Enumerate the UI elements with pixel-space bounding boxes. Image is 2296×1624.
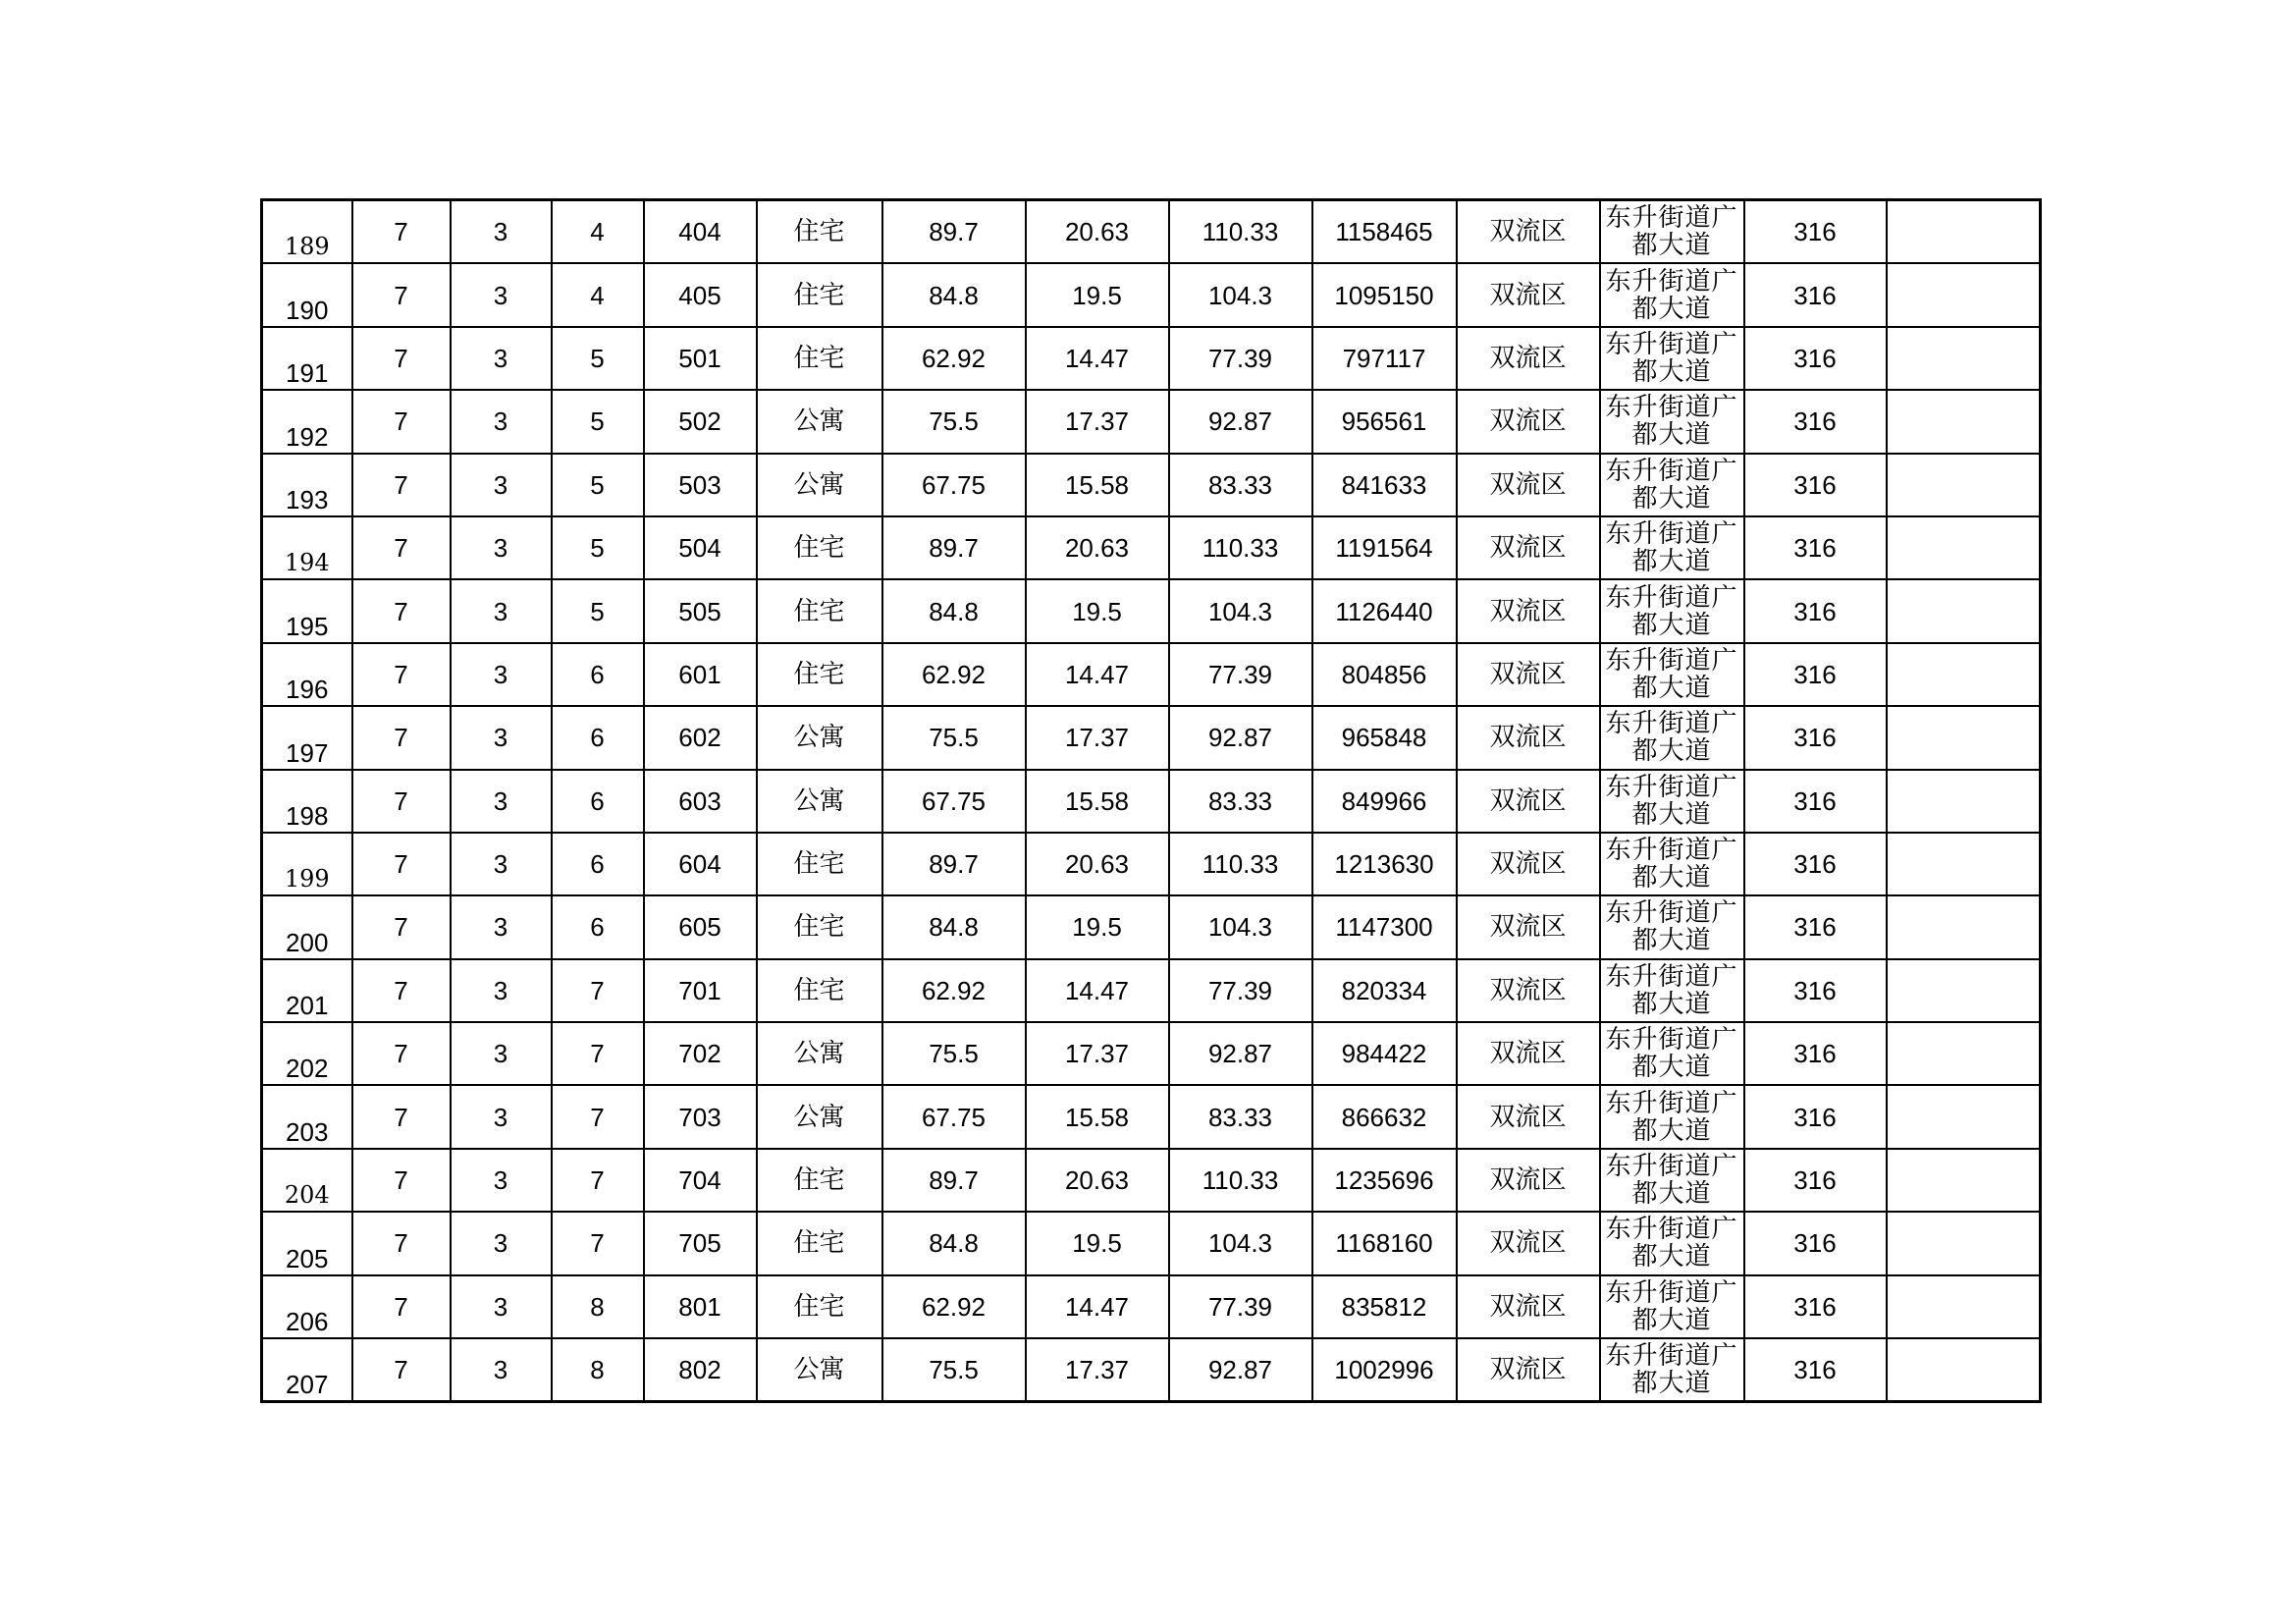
cell-floor-no: 7	[552, 959, 644, 1022]
cell-total-area: 77.39	[1169, 959, 1312, 1022]
table-row	[262, 516, 2041, 579]
cell-shared-area: 20.63	[1026, 516, 1169, 579]
cell-building-no: 7	[352, 706, 451, 769]
cell-room-no: 604	[644, 833, 757, 895]
cell-usage-type: 公寓	[757, 770, 882, 833]
cell-total-price: 1235696	[1312, 1149, 1457, 1212]
cell-total-price: 1147300	[1312, 895, 1457, 958]
cell-usage-type: 公寓	[757, 1085, 882, 1148]
cell-usage-type: 住宅	[757, 263, 882, 326]
cell-inner-area: 75.5	[882, 1338, 1026, 1402]
cell-shared-area: 19.5	[1026, 895, 1169, 958]
cell-room-no: 603	[644, 770, 757, 833]
cell-building-no: 7	[352, 516, 451, 579]
cell-building-no: 7	[352, 327, 451, 390]
cell-room-no: 702	[644, 1022, 757, 1085]
cell-total-area: 110.33	[1169, 833, 1312, 895]
cell-remarks	[1887, 959, 2041, 1022]
cell-room-no: 802	[644, 1338, 757, 1402]
cell-row-index: 206	[262, 1275, 352, 1338]
cell-inner-area: 89.7	[882, 516, 1026, 579]
cell-room-no: 705	[644, 1212, 757, 1274]
cell-floor-no: 6	[552, 770, 644, 833]
cell-building-no: 7	[352, 1212, 451, 1274]
cell-unit-no: 3	[451, 516, 552, 579]
cell-remarks	[1887, 1022, 2041, 1085]
table-row	[262, 706, 2041, 769]
cell-unit-no: 3	[451, 263, 552, 326]
cell-remarks	[1887, 833, 2041, 895]
cell-remarks	[1887, 770, 2041, 833]
cell-unit-no: 3	[451, 1085, 552, 1148]
cell-district: 双流区	[1457, 1338, 1600, 1402]
cell-floor-no: 6	[552, 895, 644, 958]
cell-shared-area: 17.37	[1026, 706, 1169, 769]
cell-inner-area: 89.7	[882, 1149, 1026, 1212]
cell-total-area: 92.87	[1169, 1338, 1312, 1402]
table-row	[262, 1085, 2041, 1148]
cell-unit-no: 3	[451, 643, 552, 706]
cell-room-no: 703	[644, 1085, 757, 1148]
cell-address: 东升街道广都大道	[1600, 1085, 1744, 1148]
cell-code-value: 316	[1744, 579, 1887, 642]
cell-district: 双流区	[1457, 1275, 1600, 1338]
cell-address: 东升街道广都大道	[1600, 1275, 1744, 1338]
row-index-text: 189	[284, 233, 330, 261]
cell-remarks	[1887, 643, 2041, 706]
cell-total-price: 841633	[1312, 454, 1457, 516]
cell-usage-type: 住宅	[757, 200, 882, 264]
cell-inner-area: 75.5	[882, 1022, 1026, 1085]
cell-total-price: 965848	[1312, 706, 1457, 769]
cell-total-area: 110.33	[1169, 516, 1312, 579]
cell-room-no: 405	[644, 263, 757, 326]
cell-usage-type: 住宅	[757, 1275, 882, 1338]
cell-building-no: 7	[352, 770, 451, 833]
cell-district: 双流区	[1457, 895, 1600, 958]
cell-unit-no: 3	[451, 1275, 552, 1338]
cell-room-no: 801	[644, 1275, 757, 1338]
cell-code-value: 316	[1744, 706, 1887, 769]
cell-code-value: 316	[1744, 770, 1887, 833]
cell-code-value: 316	[1744, 833, 1887, 895]
cell-remarks	[1887, 200, 2041, 264]
cell-remarks	[1887, 579, 2041, 642]
cell-total-area: 83.33	[1169, 454, 1312, 516]
table-row	[262, 1149, 2041, 1212]
cell-inner-area: 67.75	[882, 1085, 1026, 1148]
cell-code-value: 316	[1744, 643, 1887, 706]
cell-room-no: 605	[644, 895, 757, 958]
cell-room-no: 404	[644, 200, 757, 264]
cell-room-no: 502	[644, 390, 757, 453]
cell-shared-area: 14.47	[1026, 643, 1169, 706]
cell-remarks	[1887, 1338, 2041, 1402]
cell-room-no: 503	[644, 454, 757, 516]
cell-total-price: 1095150	[1312, 263, 1457, 326]
cell-floor-no: 4	[552, 200, 644, 264]
cell-address: 东升街道广都大道	[1600, 327, 1744, 390]
cell-total-area: 104.3	[1169, 579, 1312, 642]
cell-usage-type: 住宅	[757, 959, 882, 1022]
cell-total-area: 83.33	[1169, 770, 1312, 833]
cell-total-area: 77.39	[1169, 643, 1312, 706]
cell-room-no: 704	[644, 1149, 757, 1212]
cell-total-price: 797117	[1312, 327, 1457, 390]
cell-usage-type: 住宅	[757, 643, 882, 706]
cell-usage-type: 公寓	[757, 454, 882, 516]
cell-floor-no: 6	[552, 643, 644, 706]
cell-building-no: 7	[352, 833, 451, 895]
cell-address: 东升街道广都大道	[1600, 895, 1744, 958]
cell-row-index	[262, 1149, 352, 1212]
cell-total-area: 104.3	[1169, 1212, 1312, 1274]
table-row	[262, 1338, 2041, 1402]
cell-inner-area: 89.7	[882, 200, 1026, 264]
cell-district: 双流区	[1457, 643, 1600, 706]
cell-row-index: 193	[262, 454, 352, 516]
cell-district: 双流区	[1457, 959, 1600, 1022]
cell-district: 双流区	[1457, 833, 1600, 895]
cell-row-index: 191	[262, 327, 352, 390]
cell-usage-type: 住宅	[757, 1212, 882, 1274]
table-row	[262, 770, 2041, 833]
cell-building-no: 7	[352, 895, 451, 958]
row-index-text: 199	[284, 865, 330, 893]
table-row	[262, 1275, 2041, 1338]
cell-inner-area: 89.7	[882, 833, 1026, 895]
cell-usage-type: 住宅	[757, 1149, 882, 1212]
cell-unit-no: 3	[451, 1212, 552, 1274]
cell-total-price: 984422	[1312, 1022, 1457, 1085]
cell-unit-no: 3	[451, 390, 552, 453]
cell-usage-type: 公寓	[757, 1338, 882, 1402]
cell-district: 双流区	[1457, 263, 1600, 326]
table-row	[262, 833, 2041, 895]
cell-total-area: 92.87	[1169, 1022, 1312, 1085]
cell-unit-no: 3	[451, 706, 552, 769]
cell-shared-area: 19.5	[1026, 1212, 1169, 1274]
cell-district: 双流区	[1457, 706, 1600, 769]
cell-building-no: 7	[352, 263, 451, 326]
cell-total-price: 835812	[1312, 1275, 1457, 1338]
cell-remarks	[1887, 454, 2041, 516]
cell-total-price: 820334	[1312, 959, 1457, 1022]
cell-district: 双流区	[1457, 390, 1600, 453]
cell-remarks	[1887, 1149, 2041, 1212]
cell-total-area: 92.87	[1169, 390, 1312, 453]
cell-district: 双流区	[1457, 327, 1600, 390]
cell-floor-no: 6	[552, 706, 644, 769]
cell-floor-no: 7	[552, 1212, 644, 1274]
cell-row-index: 200	[262, 895, 352, 958]
cell-row-index: 190	[262, 263, 352, 326]
cell-row-index: 203	[262, 1085, 352, 1148]
cell-total-price: 956561	[1312, 390, 1457, 453]
cell-row-index: 195	[262, 579, 352, 642]
cell-total-price: 1191564	[1312, 516, 1457, 579]
cell-total-area: 77.39	[1169, 1275, 1312, 1338]
cell-row-index: 196	[262, 643, 352, 706]
cell-floor-no: 6	[552, 833, 644, 895]
cell-district: 双流区	[1457, 1212, 1600, 1274]
cell-district: 双流区	[1457, 516, 1600, 579]
cell-total-area: 110.33	[1169, 1149, 1312, 1212]
cell-address: 东升街道广都大道	[1600, 833, 1744, 895]
cell-total-price: 804856	[1312, 643, 1457, 706]
cell-remarks	[1887, 1085, 2041, 1148]
cell-usage-type: 住宅	[757, 833, 882, 895]
cell-usage-type: 住宅	[757, 327, 882, 390]
cell-floor-no: 5	[552, 579, 644, 642]
cell-usage-type: 公寓	[757, 1022, 882, 1085]
cell-usage-type: 住宅	[757, 895, 882, 958]
cell-inner-area: 84.8	[882, 895, 1026, 958]
cell-inner-area: 75.5	[882, 706, 1026, 769]
cell-usage-type: 公寓	[757, 390, 882, 453]
cell-row-index: 192	[262, 390, 352, 453]
cell-unit-no: 3	[451, 579, 552, 642]
cell-inner-area: 62.92	[882, 643, 1026, 706]
table-row	[262, 895, 2041, 958]
cell-district: 双流区	[1457, 1149, 1600, 1212]
cell-code-value: 316	[1744, 516, 1887, 579]
cell-shared-area: 20.63	[1026, 200, 1169, 264]
cell-remarks	[1887, 895, 2041, 958]
cell-total-area: 104.3	[1169, 263, 1312, 326]
cell-shared-area: 15.58	[1026, 1085, 1169, 1148]
cell-code-value: 316	[1744, 454, 1887, 516]
table-row	[262, 327, 2041, 390]
cell-shared-area: 14.47	[1026, 1275, 1169, 1338]
cell-usage-type: 住宅	[757, 516, 882, 579]
cell-unit-no: 3	[451, 895, 552, 958]
cell-row-index: 197	[262, 706, 352, 769]
cell-address: 东升街道广都大道	[1600, 390, 1744, 453]
housing-price-table	[260, 198, 2042, 1403]
cell-code-value: 316	[1744, 327, 1887, 390]
cell-inner-area: 84.8	[882, 579, 1026, 642]
cell-floor-no: 8	[552, 1275, 644, 1338]
cell-unit-no: 3	[451, 1149, 552, 1212]
cell-inner-area: 75.5	[882, 390, 1026, 453]
cell-code-value: 316	[1744, 390, 1887, 453]
cell-unit-no: 3	[451, 454, 552, 516]
cell-address: 东升街道广都大道	[1600, 1338, 1744, 1402]
cell-address: 东升街道广都大道	[1600, 200, 1744, 264]
cell-inner-area: 62.92	[882, 327, 1026, 390]
cell-address: 东升街道广都大道	[1600, 263, 1744, 326]
cell-floor-no: 4	[552, 263, 644, 326]
cell-building-no: 7	[352, 200, 451, 264]
cell-remarks	[1887, 327, 2041, 390]
cell-total-price: 849966	[1312, 770, 1457, 833]
cell-inner-area: 62.92	[882, 959, 1026, 1022]
cell-shared-area: 20.63	[1026, 1149, 1169, 1212]
cell-shared-area: 17.37	[1026, 1338, 1169, 1402]
table-row	[262, 263, 2041, 326]
cell-total-area: 110.33	[1169, 200, 1312, 264]
cell-shared-area: 17.37	[1026, 1022, 1169, 1085]
cell-row-index: 205	[262, 1212, 352, 1274]
cell-code-value: 316	[1744, 1085, 1887, 1148]
cell-building-no: 7	[352, 579, 451, 642]
cell-room-no: 701	[644, 959, 757, 1022]
cell-floor-no: 7	[552, 1149, 644, 1212]
table-row	[262, 643, 2041, 706]
cell-unit-no: 3	[451, 1338, 552, 1402]
cell-floor-no: 5	[552, 516, 644, 579]
table-body	[262, 200, 2041, 1402]
cell-room-no: 504	[644, 516, 757, 579]
cell-inner-area: 67.75	[882, 454, 1026, 516]
cell-shared-area: 15.58	[1026, 770, 1169, 833]
cell-building-no: 7	[352, 1149, 451, 1212]
cell-address: 东升街道广都大道	[1600, 454, 1744, 516]
cell-district: 双流区	[1457, 1022, 1600, 1085]
cell-address: 东升街道广都大道	[1600, 579, 1744, 642]
cell-row-index: 201	[262, 959, 352, 1022]
cell-building-no: 7	[352, 643, 451, 706]
cell-shared-area: 19.5	[1026, 579, 1169, 642]
cell-shared-area: 14.47	[1026, 327, 1169, 390]
cell-row-index	[262, 833, 352, 895]
cell-building-no: 7	[352, 1338, 451, 1402]
cell-district: 双流区	[1457, 770, 1600, 833]
table-row	[262, 579, 2041, 642]
cell-floor-no: 7	[552, 1085, 644, 1148]
cell-total-area: 92.87	[1169, 706, 1312, 769]
cell-unit-no: 3	[451, 833, 552, 895]
cell-remarks	[1887, 706, 2041, 769]
cell-unit-no: 3	[451, 200, 552, 264]
cell-room-no: 505	[644, 579, 757, 642]
cell-unit-no: 3	[451, 770, 552, 833]
cell-row-index	[262, 200, 352, 264]
cell-room-no: 501	[644, 327, 757, 390]
cell-room-no: 602	[644, 706, 757, 769]
cell-shared-area: 17.37	[1026, 390, 1169, 453]
cell-code-value: 316	[1744, 200, 1887, 264]
cell-inner-area: 62.92	[882, 1275, 1026, 1338]
cell-unit-no: 3	[451, 327, 552, 390]
cell-floor-no: 8	[552, 1338, 644, 1402]
cell-code-value: 316	[1744, 1022, 1887, 1085]
cell-address: 东升街道广都大道	[1600, 1149, 1744, 1212]
cell-usage-type: 住宅	[757, 579, 882, 642]
table-row	[262, 454, 2041, 516]
cell-building-no: 7	[352, 1085, 451, 1148]
cell-row-index: 207	[262, 1338, 352, 1402]
cell-shared-area: 19.5	[1026, 263, 1169, 326]
cell-inner-area: 84.8	[882, 1212, 1026, 1274]
cell-floor-no: 5	[552, 327, 644, 390]
cell-shared-area: 14.47	[1026, 959, 1169, 1022]
cell-total-price: 1158465	[1312, 200, 1457, 264]
cell-row-index: 198	[262, 770, 352, 833]
cell-building-no: 7	[352, 454, 451, 516]
cell-total-price: 1213630	[1312, 833, 1457, 895]
cell-floor-no: 5	[552, 390, 644, 453]
cell-total-price: 1002996	[1312, 1338, 1457, 1402]
cell-total-area: 83.33	[1169, 1085, 1312, 1148]
cell-building-no: 7	[352, 959, 451, 1022]
cell-total-price: 866632	[1312, 1085, 1457, 1148]
cell-address: 东升街道广都大道	[1600, 1212, 1744, 1274]
cell-usage-type: 公寓	[757, 706, 882, 769]
cell-district: 双流区	[1457, 1085, 1600, 1148]
row-index-text: 204	[284, 1181, 330, 1210]
cell-floor-no: 5	[552, 454, 644, 516]
cell-address: 东升街道广都大道	[1600, 770, 1744, 833]
cell-district: 双流区	[1457, 200, 1600, 264]
cell-address: 东升街道广都大道	[1600, 516, 1744, 579]
cell-remarks	[1887, 516, 2041, 579]
row-index-text: 194	[284, 549, 330, 577]
cell-code-value: 316	[1744, 263, 1887, 326]
cell-code-value: 316	[1744, 1212, 1887, 1274]
cell-district: 双流区	[1457, 454, 1600, 516]
cell-total-area: 77.39	[1169, 327, 1312, 390]
table-row	[262, 390, 2041, 453]
cell-room-no: 601	[644, 643, 757, 706]
cell-remarks	[1887, 1275, 2041, 1338]
cell-building-no: 7	[352, 390, 451, 453]
table-row	[262, 200, 2041, 264]
cell-unit-no: 3	[451, 959, 552, 1022]
cell-inner-area: 67.75	[882, 770, 1026, 833]
cell-address: 东升街道广都大道	[1600, 1022, 1744, 1085]
table-row	[262, 959, 2041, 1022]
cell-total-area: 104.3	[1169, 895, 1312, 958]
cell-remarks	[1887, 390, 2041, 453]
cell-remarks	[1887, 1212, 2041, 1274]
cell-floor-no: 7	[552, 1022, 644, 1085]
cell-shared-area: 20.63	[1026, 833, 1169, 895]
cell-total-price: 1126440	[1312, 579, 1457, 642]
cell-building-no: 7	[352, 1275, 451, 1338]
table-row	[262, 1212, 2041, 1274]
cell-row-index	[262, 516, 352, 579]
cell-unit-no: 3	[451, 1022, 552, 1085]
cell-address: 东升街道广都大道	[1600, 706, 1744, 769]
cell-address: 东升街道广都大道	[1600, 643, 1744, 706]
cell-remarks	[1887, 263, 2041, 326]
cell-district: 双流区	[1457, 579, 1600, 642]
cell-code-value: 316	[1744, 1338, 1887, 1402]
cell-code-value: 316	[1744, 1149, 1887, 1212]
cell-inner-area: 84.8	[882, 263, 1026, 326]
cell-building-no: 7	[352, 1022, 451, 1085]
cell-row-index: 202	[262, 1022, 352, 1085]
cell-address: 东升街道广都大道	[1600, 959, 1744, 1022]
table-row	[262, 1022, 2041, 1085]
cell-code-value: 316	[1744, 895, 1887, 958]
cell-code-value: 316	[1744, 959, 1887, 1022]
cell-code-value: 316	[1744, 1275, 1887, 1338]
cell-shared-area: 15.58	[1026, 454, 1169, 516]
cell-total-price: 1168160	[1312, 1212, 1457, 1274]
